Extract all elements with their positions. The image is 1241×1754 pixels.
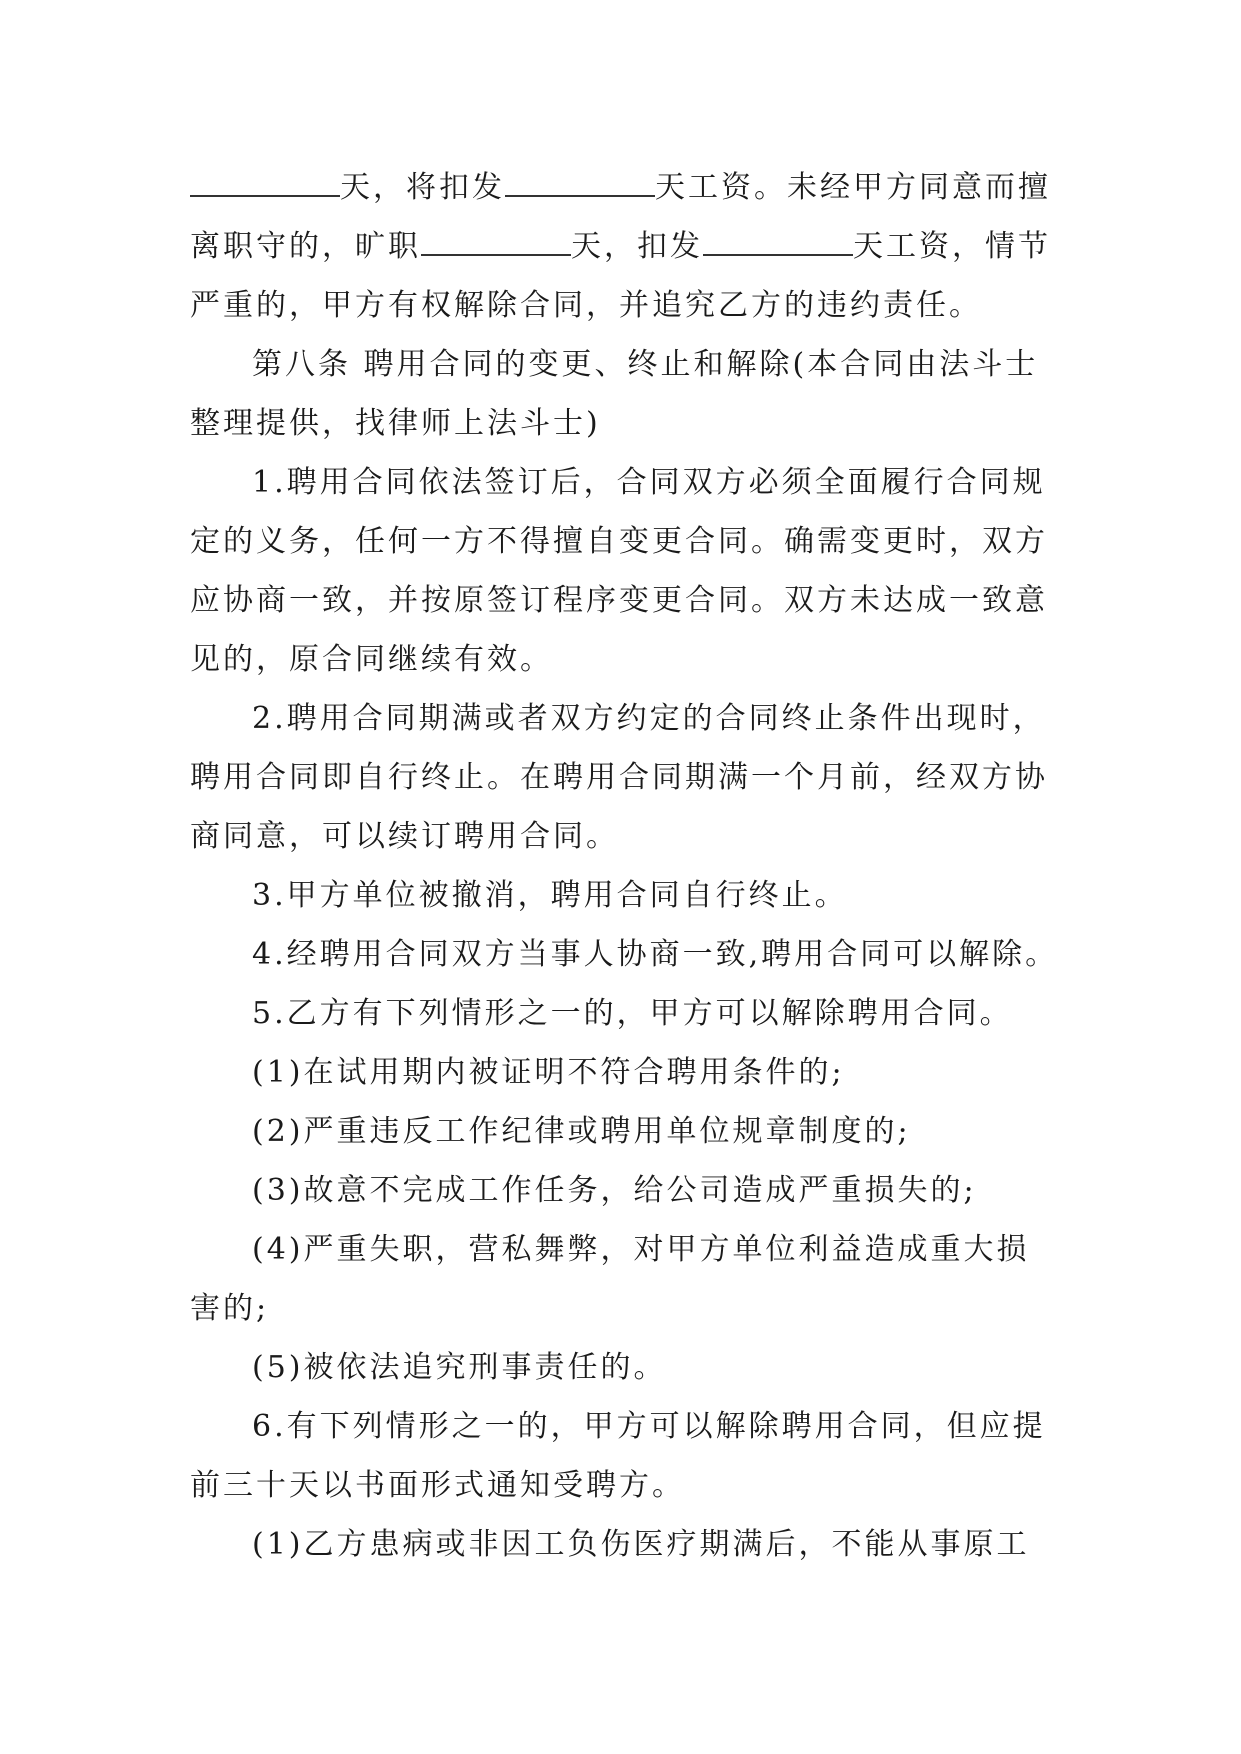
paragraph-text-segment: 天，将扣发 [340,170,505,205]
p-item-5-4: (4)严重失职，营私舞弊，对甲方单位利益造成重大损害的; [190,1232,1030,1326]
p-item-4: 4.经聘用合同双方当事人协商一致,聘用合同可以解除。 [252,937,1059,972]
p-item-3: 3.甲方单位被撤消，聘用合同自行终止。 [252,878,848,913]
p-item-5-1: (1)在试用期内被证明不符合聘用条件的; [252,1055,845,1090]
fill-in-blank [421,228,571,256]
p-item-5-3: (3)故意不完成工作任务，给公司造成严重损失的; [252,1173,977,1208]
fill-in-blank [703,228,853,256]
fill-in-blank [505,169,655,197]
document-page [190,158,1060,1574]
p-item-2: 2.聘用合同期满或者双方约定的合同终止条件出现时，聘用合同即自行终止。在聘用合同期满一个月前，经双方协商同意，可以续订聘用合同。 [190,701,1048,854]
paragraph-text-segment: 天工资，情节严重的，甲方有权解除合同，并追究乙方的违约责任。 [190,229,1051,323]
p-article-8: 第八条 聘用合同的变更、终止和解除(本合同由法斗士整理提供，找律师上法斗士) [190,347,1039,441]
p-item-1: 1.聘用合同依法签订后，合同双方必须全面履行合同规定的义务，任何一方不得擅自变更合同。确需变更时，双方应协商一致，并按原签订程序变更合同。双方未达成一致意见的，原合同继续有效。 [190,465,1048,677]
p-absence-penalty [190,158,1060,335]
p-item-5-5: (5)被依法追究刑事责任的。 [252,1350,667,1385]
p-item-5: 5.乙方有下列情形之一的，甲方可以解除聘用合同。 [252,996,1013,1031]
paragraph-text-segment: 天，扣发 [571,229,703,264]
paragraph-text-segment: 天工资。未经甲方同意而擅离职守的，旷职 [190,170,1051,264]
p-item-6: 6.有下列情形之一的，甲方可以解除聘用合同，但应提前三十天以书面形式通知受聘方。 [190,1409,1046,1503]
p-item-6-1: (1)乙方患病或非因工负伤医疗期满后，不能从事原工 [252,1527,1030,1562]
fill-in-blank [190,169,340,197]
p-item-5-2: (2)严重违反工作纪律或聘用单位规章制度的; [252,1114,911,1149]
